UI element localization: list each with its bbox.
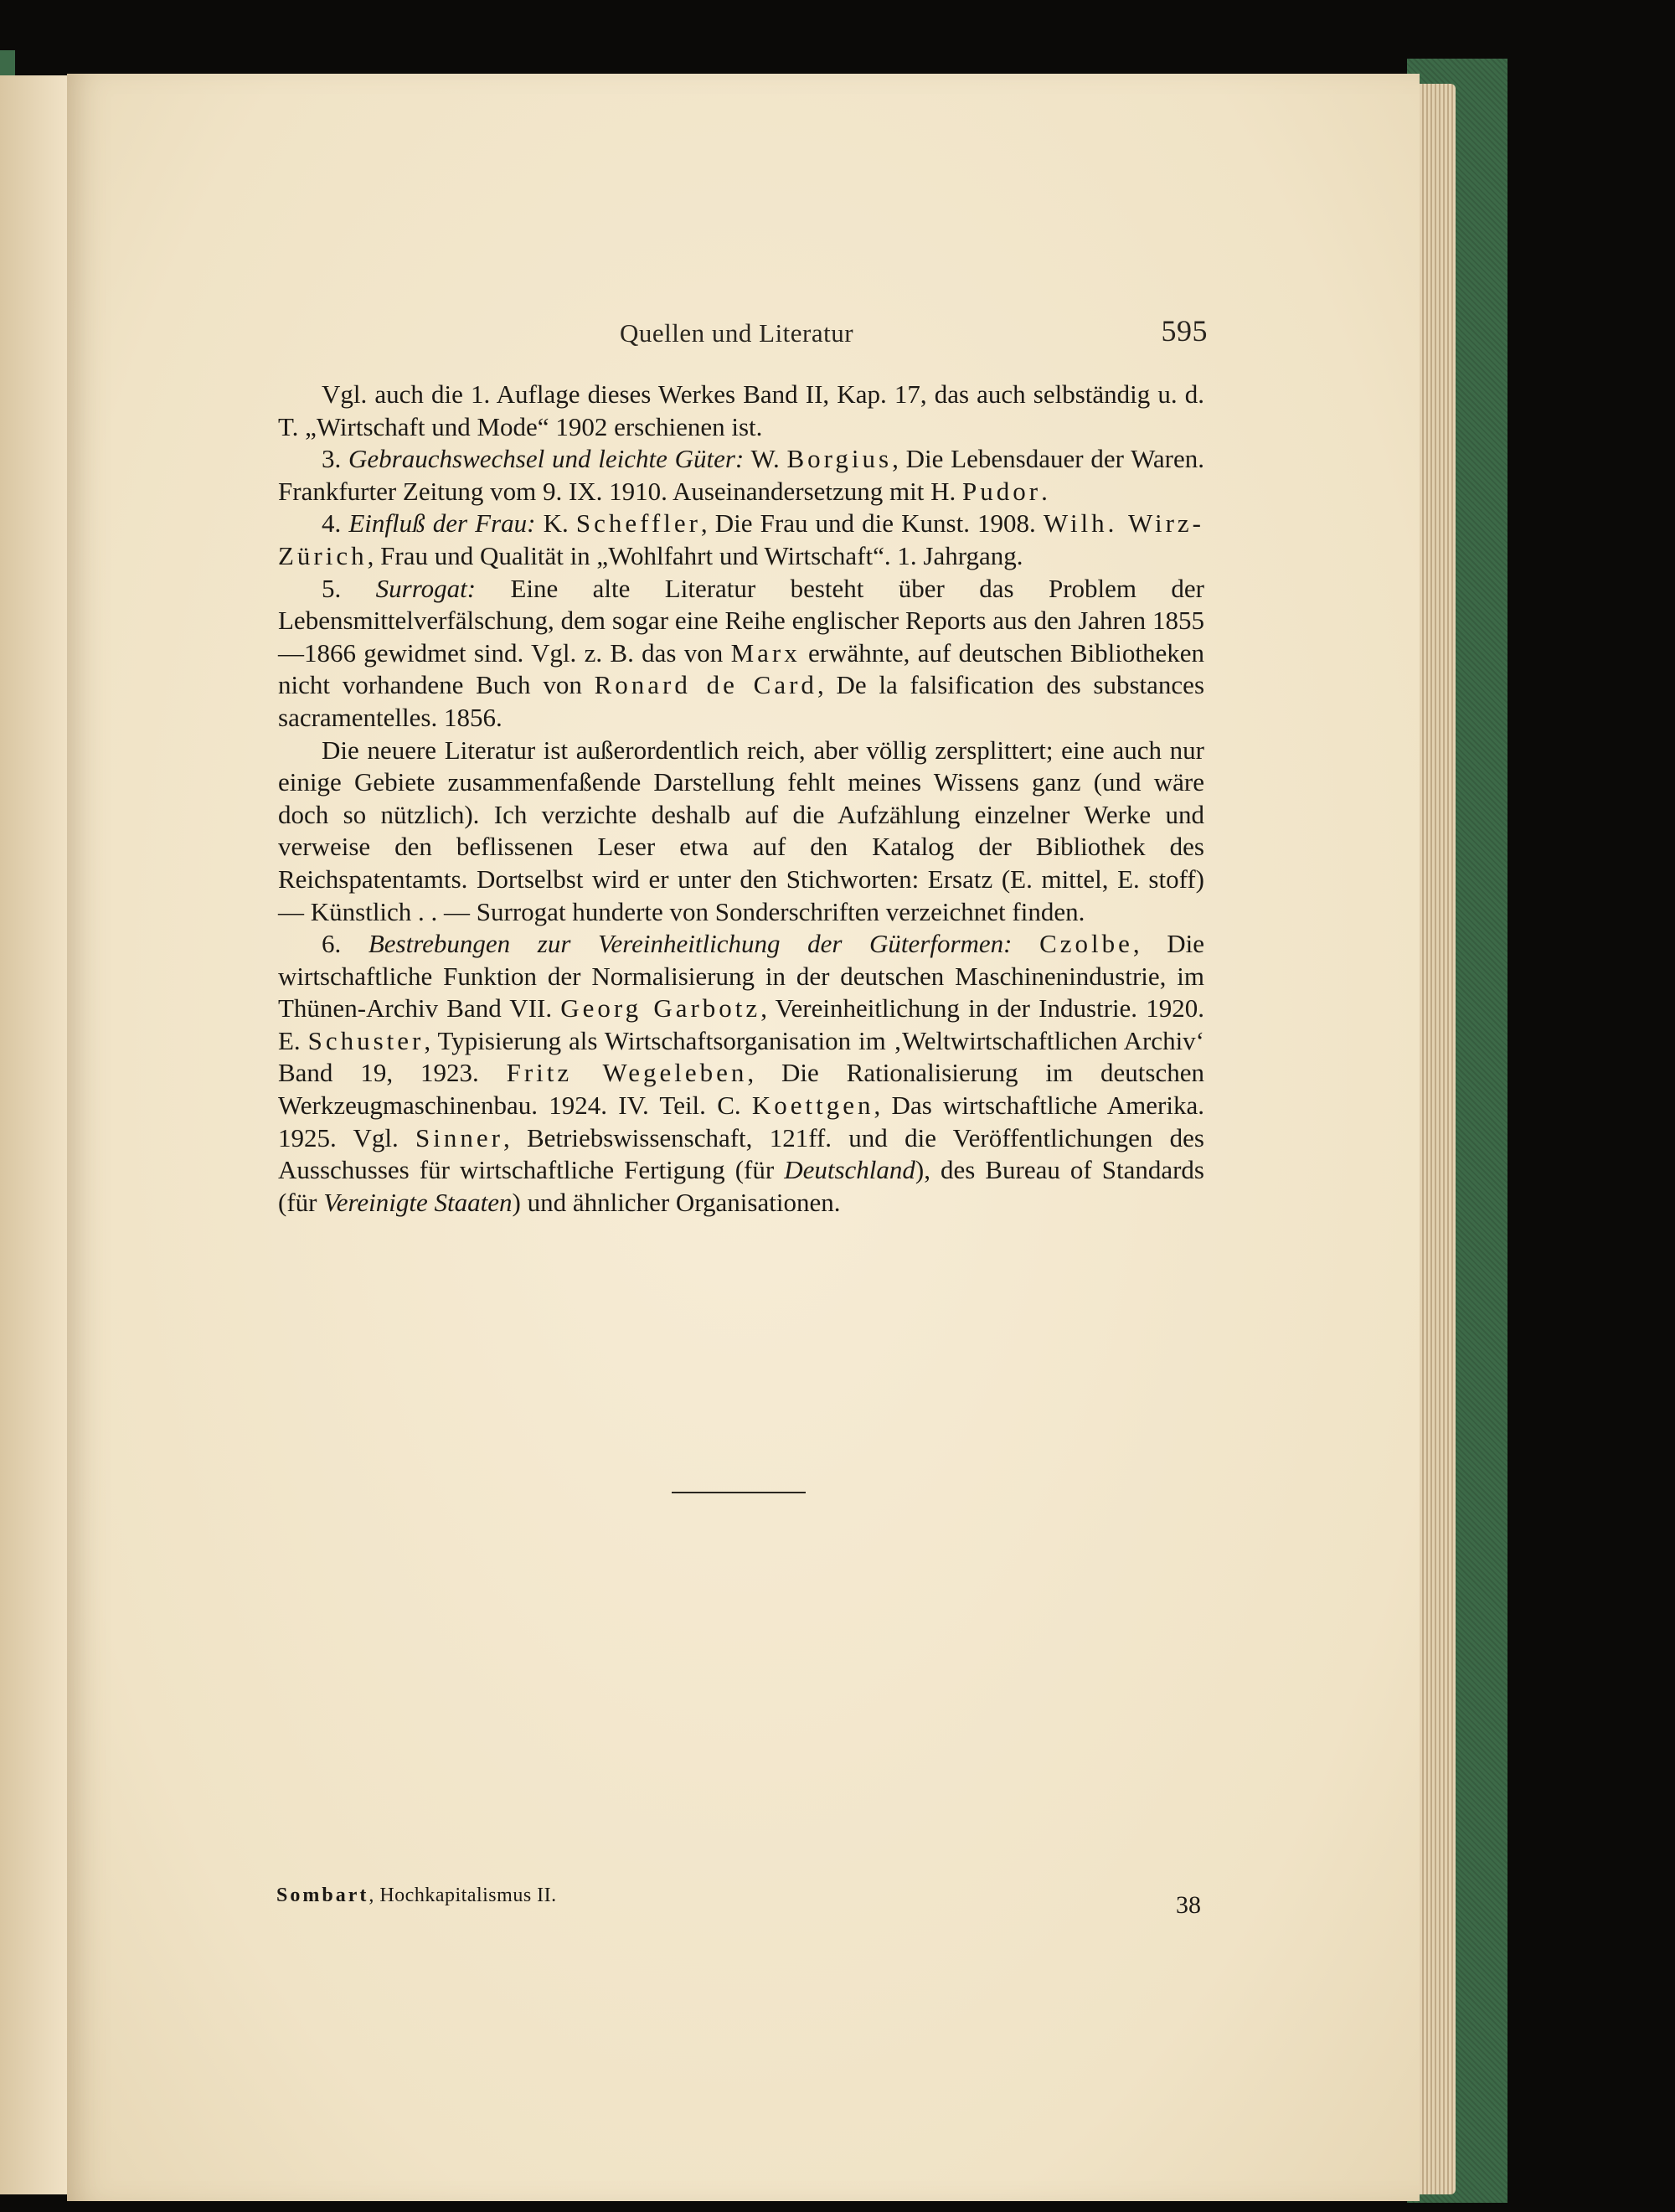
spaced-name: Marx: [730, 637, 801, 668]
italic-text: Vereinigte Staaten: [323, 1187, 513, 1217]
text-run: 6.: [322, 929, 368, 959]
paragraph: [278, 443, 1204, 508]
footer-author: Sombart: [276, 1885, 369, 1906]
text-run: ) und ähnlicher Organisationen.: [512, 1187, 841, 1217]
body-text: [278, 379, 1204, 1219]
facing-page-edge: [0, 75, 67, 2194]
text-run: , Die Lebensdauer der Waren. Frankfurter Zeitung vom 9. IX. 1910. Auseinandersetzung mit H.: [278, 444, 1204, 506]
spaced-name: Ronard de Card: [594, 670, 817, 700]
paragraph: [278, 379, 1204, 443]
spaced-name: Schuster: [307, 1025, 425, 1055]
spaced-name: Borgius: [786, 444, 893, 474]
italic-text: Gebrauchswechsel und leichte Güter:: [348, 444, 745, 474]
text-run: , Das wirtschaftliche Amerika. 1925. Vgl.: [278, 1091, 1204, 1152]
spaced-name: Czolbe: [1039, 929, 1133, 959]
spaced-name: Wilh. Wirz-Zürich: [278, 508, 1204, 570]
header-title: Quellen und Literatur: [620, 318, 854, 348]
page-number: 595: [1161, 314, 1208, 348]
italic-text: Einfluß der Frau:: [348, 508, 536, 539]
text-run: , Die wirtschaftliche Funktion der Normalisierung in der deutschen Maschinenindustrie, im Thünen-Archiv Band VII.: [278, 929, 1205, 1024]
text-run: , De la falsification des substances sacramentelles. 1856.: [278, 670, 1205, 732]
spaced-name: Sinner: [415, 1122, 503, 1152]
text-run: , Frau und Qualität in „Wohlfahrt und Wirtschaft“. 1. Jahrgang.: [367, 540, 1023, 570]
italic-text: Bestrebungen zur Vereinheitlichung der Güterformen:: [368, 929, 1013, 959]
text-run: ), des Bureau of Standards (für: [278, 1155, 1204, 1217]
text-run: Eine alte Literatur besteht über das Problem der Lebensmittelverfälschung, dem sogar eine Reihe englischer Reports aus den Jahren 1855—1866 gewidmet sind. Vgl. z. B. das von: [278, 573, 1204, 668]
signature-mark: 38: [1176, 1891, 1201, 1919]
spaced-name: Koettgen: [751, 1091, 874, 1121]
text-run: K.: [535, 508, 576, 539]
text-run: , Typisierung als Wirtschaftsorganisation im ‚Weltwirtschaftlichen Archiv‘ Band 19, 1923.: [278, 1025, 1205, 1088]
text-run: , Die Frau und die Kunst. 1908.: [700, 508, 1044, 539]
text-run: .: [1041, 476, 1048, 506]
text-run: , Die Rationalisierung im deutschen Werkzeugmaschinenbau. 1924. IV. Teil. C.: [278, 1058, 1204, 1121]
paragraph: [278, 508, 1204, 572]
paragraph: [278, 735, 1204, 929]
italic-text: Surrogat:: [375, 573, 477, 603]
footer-imprint: [276, 1885, 557, 1907]
text-run: 3.: [322, 444, 349, 474]
italic-text: Deutschland: [784, 1155, 915, 1185]
section-rule: [672, 1492, 806, 1493]
text-run: Vgl. auch die 1. Auflage dieses Werkes Band II, Kap. 17, das auch selbständig u. d. T. „Wirtschaft und Mode“ 1902 erschienen ist.: [278, 379, 1204, 441]
spaced-name: Fritz Wegeleben: [506, 1058, 748, 1088]
spaced-name: Scheffler: [575, 508, 701, 539]
text-run: 4.: [322, 508, 349, 539]
text-run: , Vereinheitlichung in der Industrie. 1920. E.: [278, 993, 1204, 1055]
paragraph: [278, 928, 1204, 1219]
paragraph: [278, 573, 1204, 735]
book-page: [67, 74, 1420, 2201]
text-run: erwähnte, auf deutschen Bibliotheken nicht vorhandene Buch von: [278, 637, 1204, 700]
spaced-name: Pudor: [962, 476, 1042, 506]
text-run: W.: [744, 444, 787, 474]
spaced-name: Georg Garbotz: [560, 993, 761, 1024]
text-run: Die neuere Literatur ist außerordentlich reich, aber völlig zersplittert; eine auch nur einige Gebiete zusammenfaßende Darstellung fehlt meines Wissens ganz (und wäre doch so nützlich). Ich verzichte deshalb auf die Aufzählung einzelner Werke und verweise den beflissenen Leser etwa auf den Katalog der Bibliothek des Reichspatentamts. Dortselbst wird er unter den Stichworten: Ersatz (E. mittel, E. stoff) — Künstlich . . — Surrogat hunderte von Sonderschriften verzeichnet finden.: [278, 735, 1204, 926]
footer-title: , Hochkapitalismus II.: [368, 1885, 557, 1906]
text-run: , Betriebswissenschaft, 121ff. und die Veröffentlichungen des Ausschusses für wirtschaftliche Fertigung (für: [278, 1122, 1204, 1185]
text-run: 5.: [322, 573, 376, 603]
page-edges: [1415, 84, 1456, 2194]
text-run: [1012, 929, 1039, 958]
